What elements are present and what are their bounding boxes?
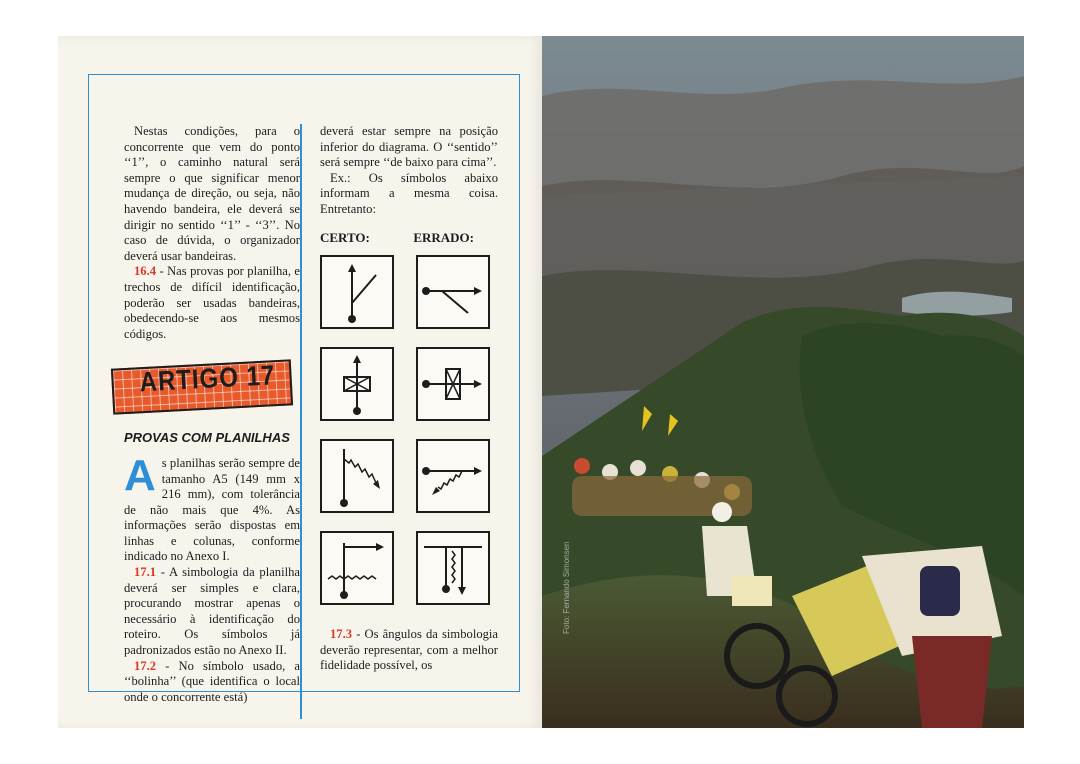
paragraph-17-3 [320, 627, 498, 674]
errado-label: ERRADO: [413, 229, 474, 245]
horizontal-crossed-box-icon [416, 347, 490, 421]
paragraph-number: 17.2 [134, 658, 157, 673]
photo-illustration [542, 36, 1024, 728]
paragraph-example: Ex.: Os símbolos abaixo informam a mesma coisa. Entretanto: [320, 170, 498, 216]
paragraph-number: 17.1 [134, 565, 157, 580]
section-title: PROVAS COM PLANILHAS [124, 430, 290, 446]
paragraph-text: - Nas provas por planilha, e trechos de difícil identificação, poderão ser usadas bandeiras, obedecendo-se aos mesmos códigos. [124, 264, 300, 341]
left-page [58, 36, 542, 728]
symbol-grid [320, 255, 498, 605]
drop-cap: A [124, 450, 156, 500]
vertical-wavy-branch-icon [320, 439, 394, 513]
certo-label: CERTO: [320, 229, 370, 245]
vertical-water-crossing-icon [320, 531, 394, 605]
straight-right-with-branch-icon [416, 255, 490, 329]
paragraph-text: - Os ângulos da simbologia deverão representar, com a melhor fidelidade possível, os [320, 627, 498, 673]
paragraph-intro: Nestas condições, para o concorrente que vem do ponto ‘‘1’’, o caminho natural será sempre o que significar menor mudança de direção, ou seja, não havendo bandeira, ele deverá se dirigir no sentido ‘‘1’’ - ‘‘3’’. No caso de dúvida, o organizador deverá usar bandeiras. [124, 124, 300, 263]
article-banner-label: ARTIGO 17 [138, 360, 277, 399]
article-17-banner [111, 360, 293, 415]
symbol-column-headers [320, 230, 498, 246]
motocross-riders-on-hillside-photo [542, 36, 1024, 728]
paragraph-16-4 [124, 264, 300, 342]
book-spread [58, 36, 1024, 728]
paragraph-number: 17.3 [330, 627, 353, 642]
horizontal-wavy-branch-icon [416, 439, 490, 513]
right-column [320, 124, 498, 674]
straight-up-with-branch-right-icon [320, 255, 394, 329]
horizontal-water-crossing-icon [416, 531, 490, 605]
paragraph-text: - No símbolo usado, a ‘‘bolinha’’ (que identifica o local onde o concorrente está) [124, 658, 300, 704]
paragraph-number: 16.4 [134, 264, 157, 279]
paragraph-17-1 [124, 565, 300, 659]
paragraph-planilhas [124, 450, 300, 565]
paragraph-17-2 [124, 659, 300, 706]
column-divider [300, 124, 302, 719]
paragraph-text: - A simbologia da planilha deverá ser simples e clara, procurando mostrar apenas o necessário à identificação do roteiro. Os símbolos já padronizados estão no Anexo II. [124, 565, 300, 658]
left-column [124, 124, 300, 705]
photo-credit: Foto: Fernando Simonsen [562, 541, 571, 634]
vertical-crossed-box-icon [320, 347, 394, 421]
paragraph-17-2-continued: deverá estar sempre na posição inferior do diagrama. O ‘‘sentido’’ será sempre ‘‘de baixo para cima’’. [320, 124, 498, 170]
paragraph-text: s planilhas serão sempre de tamanho A5 (149 mm x 216 mm), com tolerância de não mais que 4%. As informações serão dispostas em linhas e colunas, conforme indicado no Anexo I. [124, 455, 300, 564]
